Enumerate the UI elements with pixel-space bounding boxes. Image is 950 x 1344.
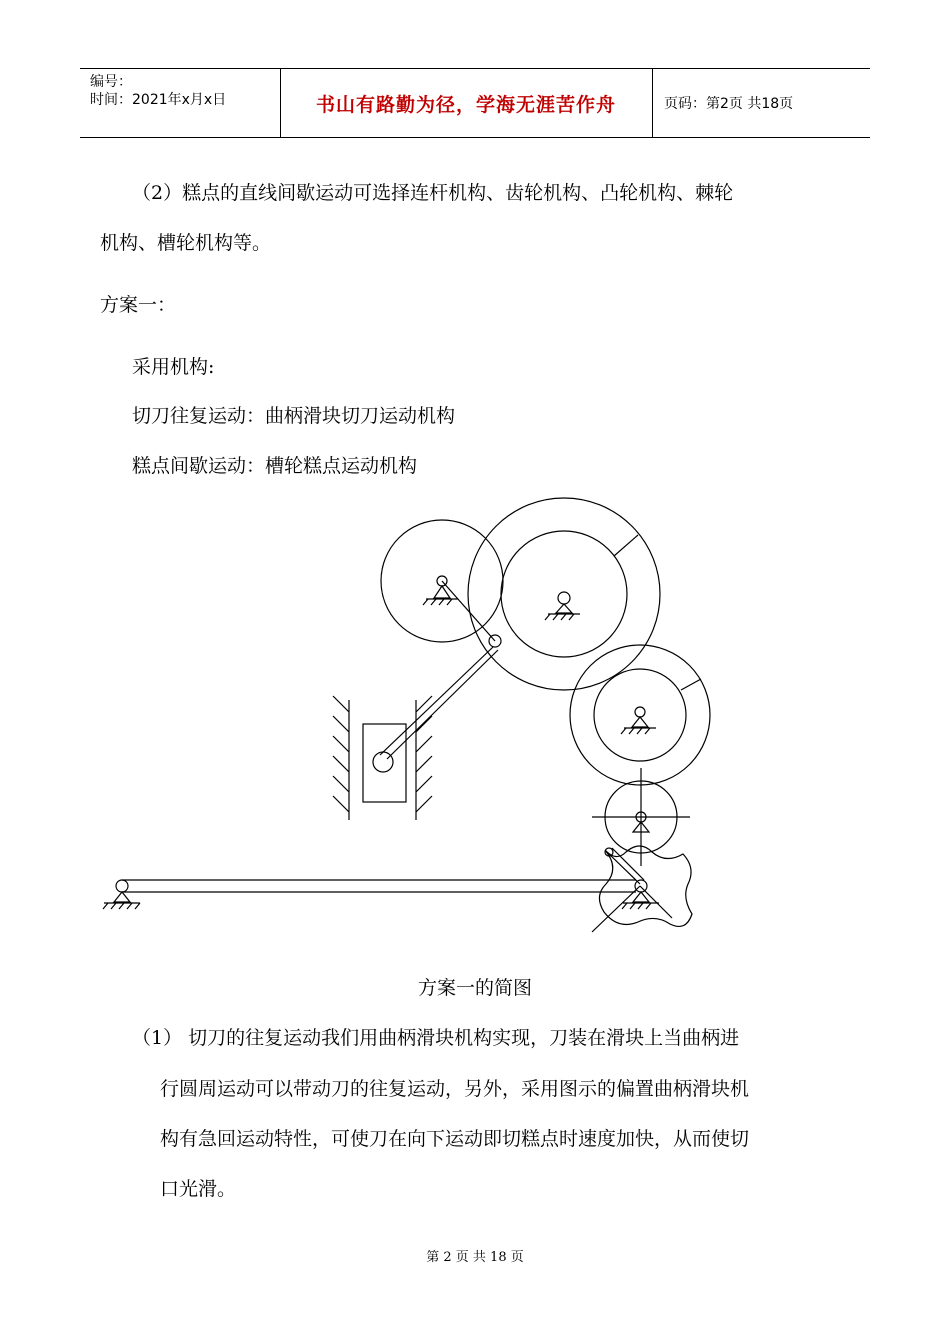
scheme-title: 方案一： — [100, 294, 177, 316]
mechanism-diagram — [0, 490, 950, 940]
mechanism-label: 采用机构: — [132, 356, 215, 378]
page-header — [80, 68, 870, 138]
header-meta-cell — [80, 69, 281, 137]
paragraph-1-line-1: （2）糕点的直线间歇运动可选择连杆机构、齿轮机构、凸轮机构、棘轮 — [132, 182, 734, 204]
paragraph-2-line-1: （1） 切刀的往复运动我们用曲柄滑块机构实现，刀装在滑块上当曲柄进 — [132, 1027, 740, 1049]
medium-gear-inner — [594, 669, 686, 761]
document-time-label: 时间：2021年x月x日 — [90, 92, 227, 108]
paragraph-2-line-4: 口光滑。 — [160, 1178, 237, 1200]
header-motto: 书山有路勤为径，学海无涯苦作舟 — [315, 93, 616, 116]
paragraph-2-line-3: 构有急回运动特性，可使刀在向下运动即切糕点时速度加快，从而使切 — [160, 1128, 750, 1150]
page-footer: 第 2 页 共 18 页 — [426, 1250, 524, 1265]
paragraph-2-line-2: 行圆周运动可以带动刀的往复运动，另外，采用图示的偏置曲柄滑块机 — [160, 1078, 750, 1100]
header-page-cell — [652, 69, 870, 137]
header-page-info: 页码：第2页 共18页 — [664, 96, 794, 112]
medium-gear-outer — [570, 645, 710, 785]
mechanism-item-knife: 切刀往复运动：曲柄滑块切刀运动机构 — [132, 405, 456, 427]
large-gear-outer — [468, 498, 660, 690]
large-gear-inner — [501, 531, 627, 657]
mechanism-item-pastry: 糕点间歇运动：槽轮糕点运动机构 — [132, 455, 418, 477]
header-motto-cell — [280, 69, 653, 137]
figure-caption: 方案一的简图 — [417, 977, 532, 999]
paragraph-1-line-2: 机构、槽轮机构等。 — [100, 232, 272, 254]
document-number-label: 编号： — [90, 74, 132, 90]
